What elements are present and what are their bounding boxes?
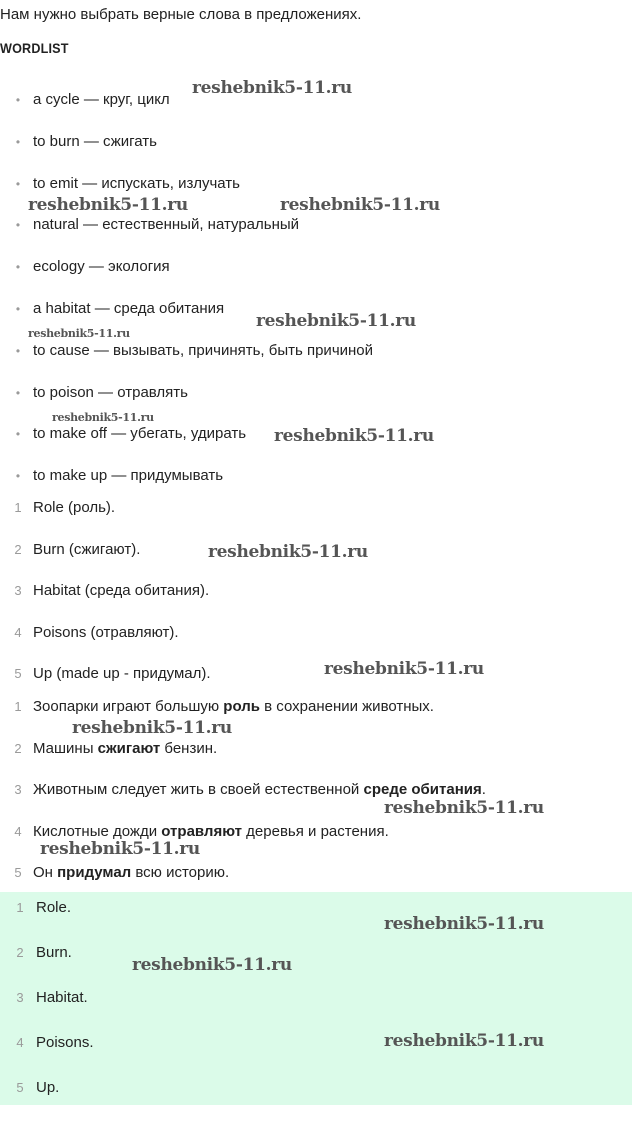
wordlist-item-text: to cause — вызывать, причинять, быть причиной <box>33 341 374 359</box>
sentence-keyword: сжигают <box>97 739 161 757</box>
bullet-icon: • <box>15 385 21 400</box>
sentence-part: бензин. <box>160 739 218 757</box>
watermark: reshebnik5-11.ru <box>384 914 544 934</box>
answer-text: Burn (сжигают). <box>33 540 141 558</box>
item-number: 1 <box>14 699 22 714</box>
watermark: reshebnik5-11.ru <box>208 542 368 562</box>
bullet-icon: • <box>15 134 21 149</box>
bullet-icon: • <box>15 469 21 484</box>
sentence-part: деревья и растения. <box>242 822 389 840</box>
item-number: 3 <box>16 990 24 1005</box>
bullet-icon: • <box>15 218 21 233</box>
wordlist-item-text: to make off — убегать, удирать <box>33 425 247 443</box>
bullet-icon: • <box>15 427 21 442</box>
item-number: 2 <box>14 541 22 557</box>
item-number: 2 <box>14 740 22 756</box>
wordlist-item-text: to burn — сжигать <box>33 132 157 150</box>
watermark: reshebnik5-11.ru <box>52 411 154 424</box>
watermark: reshebnik5-11.ru <box>72 718 232 738</box>
bullet-icon: • <box>15 260 21 275</box>
bullet-icon: • <box>15 176 21 191</box>
final-answer-text: Burn. <box>36 944 72 961</box>
item-number: 5 <box>14 666 22 682</box>
item-number: 4 <box>16 1035 24 1050</box>
wordlist-item-text: natural — естественный, натуральный <box>33 216 300 234</box>
sentence-keyword: среде обитания <box>363 781 482 799</box>
item-number: 1 <box>14 500 22 515</box>
watermark: reshebnik5-11.ru <box>132 955 292 975</box>
answer-text: Poisons (отравляют). <box>33 623 179 641</box>
wordlist-item-text: to emit — испускать, излучать <box>33 174 240 192</box>
item-number: 5 <box>16 1080 24 1095</box>
item-number: 3 <box>14 583 22 599</box>
sentence-keyword: придумал <box>57 864 132 882</box>
answer-text: Role (роль). <box>33 499 116 516</box>
item-number: 1 <box>16 900 24 915</box>
watermark: reshebnik5-11.ru <box>384 798 544 818</box>
wordlist-item-text: ecology — экология <box>33 258 170 276</box>
bullet-icon: • <box>15 93 21 107</box>
sentence-text <box>33 863 229 883</box>
watermark: reshebnik5-11.ru <box>280 195 440 215</box>
wordlist-item-text: to make up — придумывать <box>33 467 224 485</box>
intro-text: Нам нужно выбрать верные слова в предложениях. <box>0 6 362 23</box>
watermark: reshebnik5-11.ru <box>28 327 130 340</box>
sentence-part: Он <box>33 864 58 882</box>
item-number: 3 <box>14 782 22 798</box>
watermark: reshebnik5-11.ru <box>256 311 416 331</box>
watermark: reshebnik5-11.ru <box>192 78 352 98</box>
sentence-part: Машины <box>33 739 98 757</box>
bullet-icon: • <box>15 343 21 358</box>
sentence-part: всю историю. <box>131 864 230 882</box>
wordlist-heading: WORDLIST <box>0 40 69 56</box>
wordlist-item-text: a cycle — круг, цикл <box>33 91 170 108</box>
item-number: 4 <box>14 624 22 640</box>
answer-text: Up (made up - придумал). <box>33 665 211 683</box>
watermark: reshebnik5-11.ru <box>28 195 188 215</box>
watermark: reshebnik5-11.ru <box>324 659 484 679</box>
final-answer-text: Habitat. <box>36 989 88 1006</box>
item-number: 5 <box>14 865 22 881</box>
item-number: 2 <box>16 945 24 960</box>
item-number: 4 <box>14 823 22 839</box>
final-answer-text: Role. <box>36 899 72 916</box>
sentence-part: . <box>481 781 486 799</box>
wordlist-item-text: a habitat — среда обитания <box>33 300 225 317</box>
final-answer-text: Poisons. <box>36 1034 94 1051</box>
wordlist-item-text: to poison — отравлять <box>33 383 188 401</box>
sentence-text <box>33 739 217 759</box>
answer-text: Habitat (среда обитания). <box>33 582 210 600</box>
sentence-text <box>33 697 434 717</box>
sentence-part: Кислотные дожди <box>33 822 162 840</box>
watermark: reshebnik5-11.ru <box>274 426 434 446</box>
final-answer-text: Up. <box>36 1079 60 1096</box>
sentence-part: Животным следует жить в своей естественной <box>33 781 364 799</box>
sentence-keyword: роль <box>223 698 260 715</box>
sentence-keyword: отравляют <box>161 822 242 840</box>
watermark: reshebnik5-11.ru <box>384 1031 544 1051</box>
watermark: reshebnik5-11.ru <box>40 839 200 859</box>
bullet-icon: • <box>15 302 21 316</box>
sentence-part: Зоопарки играют большую <box>33 698 224 715</box>
sentence-part: в сохранении животных. <box>259 698 434 715</box>
